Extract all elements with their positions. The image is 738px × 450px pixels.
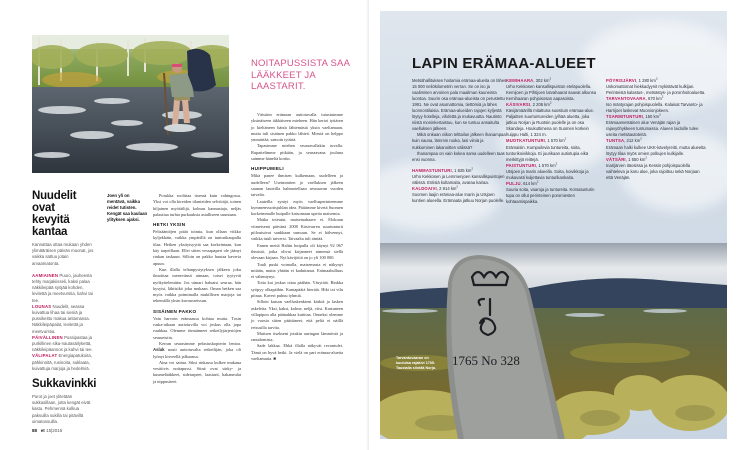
- area-entry: PAISTUNTURI, 1 570 $km^2$ Utsjoen ja Inarin alueella. Soita, koivikkoja ja mukavasti kuljettavia tunturikankaita.: [506, 161, 589, 180]
- article-column-1: [153, 193, 241, 385]
- unit-superscript: 2: [549, 100, 552, 105]
- area-text: Inarijärven itäosissa ja Kessin pohjoispuolella vaihteleva ja karu alue, joka rajoittuu sekä Norjaan että Venäjän.: [606, 162, 700, 180]
- area-text: Iso mäntyrajan pohjoispuolella. Kalaisat Tarvanto- ja Harrijoet laskevat Muonionjokeen.: [606, 102, 703, 114]
- text: Kerran seurasimme pelastuskopterin lentoa.: [159, 340, 241, 346]
- paragraph: Silloin katson vaelluskenkieni kärkiä ja lasken askeleita. Yksi, kaksi, kolme, neljä, viisi. Kastuneen villapipon alla päänahkaa kutittaa. Onneksi olemme jo vuosia sitten päättäneet, että peliä ei näillä reissuilla tarvita.: [251, 299, 343, 330]
- subheading-huippumieli: HUIPPUMIELI: [251, 166, 284, 172]
- text: nouti autiotuvalta retkeilijän, joka oli lyönyt kirveellä jalkaansa.: [153, 347, 241, 359]
- unit-superscript: 2: [655, 76, 658, 81]
- issue-number: 15|2015: [46, 428, 63, 433]
- area-size: 1 825 km: [454, 167, 472, 173]
- sidebar-heading-noodles: Nuudelit ovat kevyitä kantaa: [32, 190, 77, 238]
- unit-superscript: 2: [456, 184, 459, 189]
- area-name: TSARMITUNTURI: [606, 114, 644, 120]
- paragraph: Mutisen itsekseni jotakin auringon lämmöstä ja rantalomista.: [251, 330, 343, 343]
- meal-text: Puuro, jauheesta tehty marjakiisseli, kaksi palaa näkkileipää syöjää kohden, levitettä ja meetvurstia, kahvi tai tee.: [32, 272, 93, 303]
- area-size: 302 km: [535, 78, 550, 83]
- area-size: 1 550 km: [628, 156, 646, 162]
- unit-superscript: 2: [645, 155, 648, 160]
- meal-text: Energiapatukoita, pähkinöitä, rusinoita, suklaata, kuivattuja marjoja ja hedelmiä.: [32, 353, 92, 371]
- area-text: Suuria soita, vaaroja ja tuntureita. Korsatunturin tupa on ollut perinteinen poromiesten kohtaamispaikka.: [506, 186, 595, 204]
- paragraph: Ihanampaa on vain kokea sama uudelleen taas ensi vuonna.: [412, 150, 505, 162]
- meal-item: [32, 304, 94, 335]
- area-name: PAISTUNTURI: [506, 162, 537, 168]
- meal-label: LOUNAS: [32, 303, 52, 309]
- areas-column-3: [606, 78, 706, 181]
- paragraph: Sade lakkaa. Ehkä illalla näkyvät revontulet. Tämä on hyvä hetki. Ja vielä on pari erämaa-aluetta vaeltamatta. ■: [251, 343, 343, 361]
- sidebar-tip: Purot ja joet ylitetään sukkasillaan, jotta kengät eivät kastu. Pehmennä kulkua paksuilla sukilla tai pitävillä uimatossuilla.: [32, 394, 91, 424]
- paragraph: Tapasimme miehen seuraavallakin tuvalla. Rupattelimme pitkään, ja seuraavana jouluna saimme häneltä kortin.: [251, 143, 343, 162]
- paragraph: Lauteilla syntyi myös vaellusperinteemme kymmenvuotisjuhlan idea. Päätimme kivetä Suomen korkeimmalle huipulle katsomaan upeita maisemia.: [251, 198, 343, 217]
- area-entry: KALDOAIVI, 2 914 $km^2$ Suomen laajin erämaa-alue Inarin ja Utsjoen kuntien alueella. Erämaata jatkuu Norjan puolelle.: [412, 184, 505, 203]
- sidebar: [32, 190, 97, 425]
- area-name: KEMIHAARA: [506, 78, 534, 83]
- area-entry: MUOTKATUNTURI, 1 570 $km^2$ Erämaisin. Kumpuilevia tuntureita, soita, tunturikoivikkoja. Ei juurikaan autiotupia eikä merkittyjä reittejä.: [506, 137, 589, 162]
- magazine-logo: et: [40, 428, 45, 433]
- area-name: PULJU: [506, 180, 521, 186]
- meal-item: [32, 335, 94, 354]
- paragraph: Mikä panee ihmisen kulkemaan, uudelleen ja uudelleen? Useimmiten jo vaelluksen jälkeen saunan lauteilla hahmotellaan seuraavan vuoden taivalta.: [251, 173, 343, 198]
- paragraph: Kun illalla teltanpystytyksen jälkeen joku ilmoittaa menevänsä uimaan, toiset tyytyvät nyökyttelemään. Jos uimari haluaisi seuraa, hän kysyisi, lähtisikö joku mukaan. Oman hetken saa myös vaikka poimimalla mukillisen marjoja tai tekemällä yksin kuvausreissun.: [153, 266, 241, 304]
- stone-inscription: 1765 No 328: [452, 353, 520, 368]
- area-entry: PÖYRISJÄRVI, 1 280 $km^2$ Uskomattomat hiekkadyynit mykistävät kulkijan. Perinteistä kalastus-, metsästys- ja poronhoitoaluetta.: [606, 76, 706, 96]
- paragraph: Porukka roolittaa itsensä kuin vahingossa. Yksi voi olla kireiden tilanteiden selvittäjä, toinen hiljainen myötäilijä, kolmas kannustaja, neljäs palauttaa turhia purkauksia asialliseen suuntaan.: [153, 193, 241, 217]
- area-text: Erämaametsäinen alue Venäjän rajan ja rajavyöhykkeen tuntumassa. Alueen laidoille tulee useita metsäautoteitä.: [606, 120, 699, 138]
- sidebar-title: LAPIN ERÄMAA-ALUEET: [412, 55, 596, 72]
- paragraph: Tuuli puski voimalla, maisemasta ei näkynyt mitään, mutta yhtään ei kaduttanut. Erämaahulluus ei vähentynyt.: [251, 261, 343, 280]
- unit-superscript: 2: [536, 179, 539, 184]
- area-name: MUOTKATUNTURI: [506, 138, 546, 144]
- area-size: 614 km: [523, 180, 537, 186]
- area-size: 1 570 km: [538, 162, 556, 168]
- pull-quote: NOITAPUSSISTA SAA LÄÄKKEET JA LAASTARIT.: [251, 58, 350, 92]
- sidebar-intro: Kannattaa ottaa mukaan yhden ylimääräisen päivän muonat, jos vaikka sattuu jotain arvaamatonta.: [32, 242, 94, 266]
- paragraph: Ennen meitä Haltin huipulla oli käynyt 92 067 ihmistä, jotka olivat kirjanneet nimensä siellä olevaan kirjaan. Nyt kävijöitä on jo yli 100 000.: [251, 242, 343, 261]
- subheading-sisainen-pakko: SISÄINEN PAKKO: [153, 308, 197, 314]
- area-entry: KÄSIVARSI, 2 206 $km^2$ Kävijämäärillä mitattuna suosituin erämaa-alue. Paljaitten suurtuntureiden jylhää aluetta, joka jatkuu Norjan ja Ruotsin puolelle ja on osa Skandeja. Houkuttimena on Suomen korkein huippu Halti, 1 324 m.: [506, 100, 594, 138]
- subheading-hetki-yksin: HETKI YKSIN: [153, 222, 186, 228]
- stone-photo-caption: Tarvantovaaran on kuuluisa rajakivi 1765. Taustalla siintää Norja.: [396, 356, 436, 370]
- boundary-stone-photo: [380, 243, 727, 439]
- area-entry: PULJU, 614 $km^2$ Suuria soita, vaaroja ja tuntureita. Korsatunturin tupa on ollut perinteinen poromiesten kohtaamispaikka.: [506, 179, 595, 204]
- meal-text: Pussipastaa ja purkillinen sika-nautasäilykettä, näkkileipäannos ja kahvi tai tee.: [32, 334, 93, 353]
- area-text: Kävijämäärillä mitattuna suosituin erämaa-alue. Paljaitten suurtuntureiden jylhää aluetta, joka jatkuu Norjan ja Ruotsin puolelle ja on osa Skandeja. Houkuttimena on Suomen korkein huippu Halti, 1 324 m.: [506, 108, 594, 138]
- area-name: KÄSIVARSI: [506, 102, 531, 108]
- area-name: TUNTSA: [606, 138, 625, 144]
- meal-label: PÄIVÄLLINEN: [32, 334, 63, 340]
- areas-column-2: [506, 78, 601, 205]
- paragraph: Vätsärin erämaan autiotuvalla tutustuimme yksinäiseen iäkkäiseen mieheen. Hän kertoi tyttären jo kieltäneen häntä lähtemästä yksin vaeltamaan, mutta tuli sisäinen pakko lähteä. Miestä on helppo ymmärtää, samoin tytärtä.: [251, 112, 343, 143]
- unit-superscript: 2: [564, 137, 567, 142]
- meal-text: Nuudelit, seassa kuivattua lihaa tai sieniä ja pussikeitto makua antamassa. Näkkileipäpalat, levitettä ja meetvurstia.: [32, 303, 90, 334]
- area-text: Erämaisin. Kumpuilevia tuntureita, soita, tunturikoivikkoja. Ei juurikaan autiotupia eikä merkittyjä reittejä.: [506, 144, 589, 162]
- paragraph: Pelisääntöjen pitää toimia, kun ollaan viikko kyljekkäin, vaikka ympärillä on tunturikaupalla tilaa. Hetken yksityisyyttä saa korkeintaan, kun käy tarpeillaan. Ellei sitten vessapaperi ole jäänyt rinkan taskuun. Silloin on pakko huutaa kaveria apuun.: [153, 229, 241, 266]
- unit-superscript: 2: [661, 94, 664, 99]
- page-folio: [32, 428, 62, 433]
- unit-superscript: 2: [555, 161, 558, 166]
- area-size: 150 km: [645, 114, 660, 120]
- area-text: Erämaan halki kulkee UKK-kävelyreitti, mutta alueelta löytyy tilaa myös omien polkujen kulkijalle.: [606, 144, 706, 156]
- unit-superscript: 2: [549, 76, 552, 81]
- paragraph: [153, 341, 241, 360]
- area-name: VÄTSÄRI: [606, 156, 626, 162]
- hiker-river-crossing-photo: [32, 35, 229, 173]
- article-column-2: [251, 112, 343, 362]
- unit-superscript: 2: [640, 137, 642, 142]
- area-size: 212 km: [626, 138, 641, 144]
- hiker-photo-illustration: [32, 35, 229, 173]
- meal-label: VÄLIPALAT: [32, 353, 58, 359]
- area-text: Utsjoen ja Inarin alueella. Soita, koivikkoja ja mukavasti kuljettavia tunturikankaita.: [506, 168, 589, 180]
- area-entry: TUNTSA, 212 $km^2$ Erämaan halki kulkee UKK-kävelyreitti, mutta alueelta löytyy tilaa myös omien polkujen kulkijalle.: [606, 137, 706, 156]
- area-entry: TSARMITUNTURI, 150 $km^2$ Erämaametsäinen alue Venäjän rajan ja rajavyöhykkeen tuntumassa. Alueen laidoille tulee useita metsäautoteitä.: [606, 112, 699, 138]
- area-entry: HAMMASTUNTURI, 1 825 $km^2$ Urho Kekkosen ja Lemmenjoen kansallispuistojen välissä. Entisiä kultamaita, avaraa kairaa.: [412, 166, 505, 185]
- boundary-stone-illustration: [380, 243, 727, 439]
- name-bold: Aslak: [153, 347, 165, 353]
- area-name: PÖYRISJÄRVI: [606, 78, 637, 83]
- area-name: KALDOAIVI: [412, 185, 437, 191]
- meal-item: [32, 353, 94, 372]
- paragraph: Vain harvoin erämaassa kohtaa muita. Tosin ruska-aikaan autiotuvilla voi joskus olla jopa ruuhkaa. Olemme törmänneet retkeilyjärjestöjen seurueisiin.: [153, 315, 241, 340]
- unit-superscript: 2: [471, 166, 474, 171]
- area-text: Suomen laajin erämaa-alue Inarin ja Utsjoen kuntien alueella. Erämaata jatkuu Norjan puolelle.: [412, 191, 505, 203]
- meal-item: [32, 273, 94, 304]
- paragraph: Aina voi sattua. Siksi rinkassa kulkee mukana vesitiivis noitapussi. Siinä ovat särky- ja kuumelääkkeet, sidetarpeet, laastarit, hakaneulat ja nippusiteet.: [153, 359, 241, 384]
- meal-label: AAMIAINEN: [32, 272, 59, 278]
- page-number: 88: [32, 428, 38, 433]
- area-text: Uskomattomat hiekkadyynit mykistävät kulkijan. Perinteistä kalastus-, metsästys- ja poronhoitoaluetta.: [606, 84, 706, 96]
- area-size: 2 914 km: [439, 185, 457, 191]
- photo-caption: Joen yli on mentävä, vaikka reidet tutisten. Kengät saa kaulaan ylityksen ajaksi.: [107, 193, 148, 222]
- area-size: 1 280 km: [638, 78, 656, 83]
- area-text: Urho Kekkosen kansallispuiston eteläpuolella. Kemijoen ja Pihtijoen latvahaarat saavat alkunsa Kemihaaran pohjoisosan aapasoista.: [506, 84, 597, 102]
- paragraph: Mikä onkaan viikon telttailun jälkeen ihanampaa kuin sauna, lämmin ruoka, lasi viiniä ja nukkuminen lakanoitten välissä?: [412, 132, 506, 150]
- paragraph: Matka toteutui, maisemahaave ei. Elokuun viimeisenä päivänä 2008 Käsivarren suurtunturit piiloutuivat sankkaan sumuun. Se ei hälvennyt, vaikka tuuli tuiversi. Taivaalta tuli räntää.: [251, 217, 343, 242]
- paragraph: Totta kai joskus ottaa päähän. Väsyttää. Rinkka syöpyy olkapäihin. Kantapäätä hiertää. Hiki tai vilu piinaa. Kaveri puhuu tyhmiä.: [251, 280, 343, 299]
- area-name: TARVANTOVAARA: [606, 96, 646, 102]
- sidebar-heading-socks: Sukkavinkki: [32, 378, 97, 391]
- area-name: HAMMASTUNTURI: [412, 167, 452, 173]
- areas-column-1: [412, 78, 507, 204]
- paragraph: Metsähallituksen hoitamia erämaa-alueita on lähes 15 000 neliökilometrin verran. Se on iso ja vaalimisen arvoinen pala maailman kauneinta luontoa. Suurin osa erämaa-alueista on perustettu 1991. Ne ovat asumattomia, tiettömiä ja lähes luonnontilaisia. Erämaa-alueiden rajojen kyljestä löytyy hotelleja, vihdettä ja mukavuutta. Nautinto niistä moninkertaistuu, kun se tuntuu ansaitulta vaelluksen jälkeen.: [412, 78, 507, 132]
- area-size: 2 206 km: [532, 102, 550, 108]
- area-entry: TARVANTOVAARA, 670 $km^2$ Iso mäntyrajan pohjoispuolella. Kalaisat Tarvanto- ja Harrijoet laskevat Muonionjokeen.: [606, 94, 703, 114]
- area-entry: VÄTSÄRI, 1 550 $km^2$ Inarijärven itäosissa ja Kessin pohjoispuolella vaihteleva ja karu alue, joka rajoittuu sekä Norjaan että Venäjän.: [606, 155, 700, 180]
- area-text: Urho Kekkosen ja Lemmenjoen kansallispuistojen välissä. Entisiä kultamaita, avaraa kairaa.: [412, 173, 505, 185]
- area-size: 1 570 km: [547, 138, 565, 144]
- area-entry: KEMIHAARA, 302 $km^2$ Urho Kekkosen kansallispuiston eteläpuolella. Kemijoen ja Pihtijoen latvahaarat saavat alkunsa Kemihaaran pohjoisosan aapasoista.: [506, 76, 597, 102]
- unit-superscript: 2: [659, 112, 661, 117]
- area-size: 670 km: [648, 96, 662, 102]
